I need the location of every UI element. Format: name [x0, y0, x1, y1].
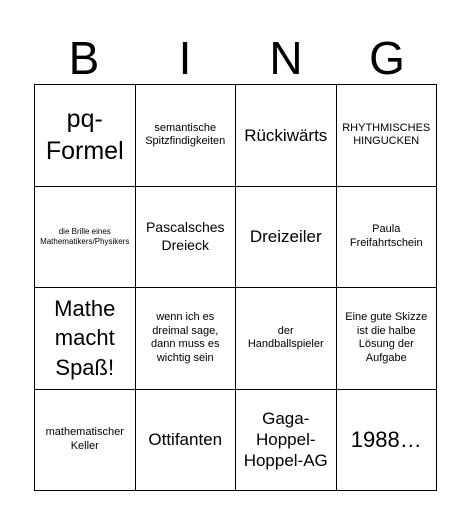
bingo-cell[interactable]: semantische Spitzfindigkeiten: [136, 85, 237, 187]
title-letter-b: B: [68, 32, 100, 84]
bingo-cell[interactable]: 1988…: [337, 390, 438, 492]
bingo-cell[interactable]: der Handballspieler: [236, 288, 337, 390]
bingo-cell[interactable]: Rückiwärts: [236, 85, 337, 187]
bingo-cell[interactable]: Mathe macht Spaß!: [35, 288, 136, 390]
bingo-cell[interactable]: die Brille eines Mathematikers/Physikers: [35, 187, 136, 289]
bingo-cell[interactable]: wenn ich es dreimal sage, dann muss es wichtig sein: [136, 288, 237, 390]
bingo-cell[interactable]: Paula Freifahrtschein: [337, 187, 438, 289]
bingo-cell[interactable]: Gaga-Hoppel-Hoppel-AG: [236, 390, 337, 492]
bingo-cell[interactable]: Eine gute Skizze ist die halbe Lösung der Aufgabe: [337, 288, 438, 390]
bingo-cell[interactable]: Ottifanten: [136, 390, 237, 492]
title-letter-i: I: [178, 32, 192, 84]
bingo-grid: [34, 84, 437, 491]
bingo-cell[interactable]: Pascalsches Dreieck: [136, 187, 237, 289]
bingo-cell[interactable]: pq-Formel: [35, 85, 136, 187]
bingo-cell[interactable]: mathematischer Keller: [35, 390, 136, 492]
bingo-title: [34, 30, 437, 90]
title-letter-n: N: [269, 32, 303, 84]
title-letter-g: G: [369, 32, 405, 84]
bingo-cell[interactable]: Dreizeiler: [236, 187, 337, 289]
bingo-cell[interactable]: RHYTHMISCHES HINGUCKEN: [337, 85, 438, 187]
